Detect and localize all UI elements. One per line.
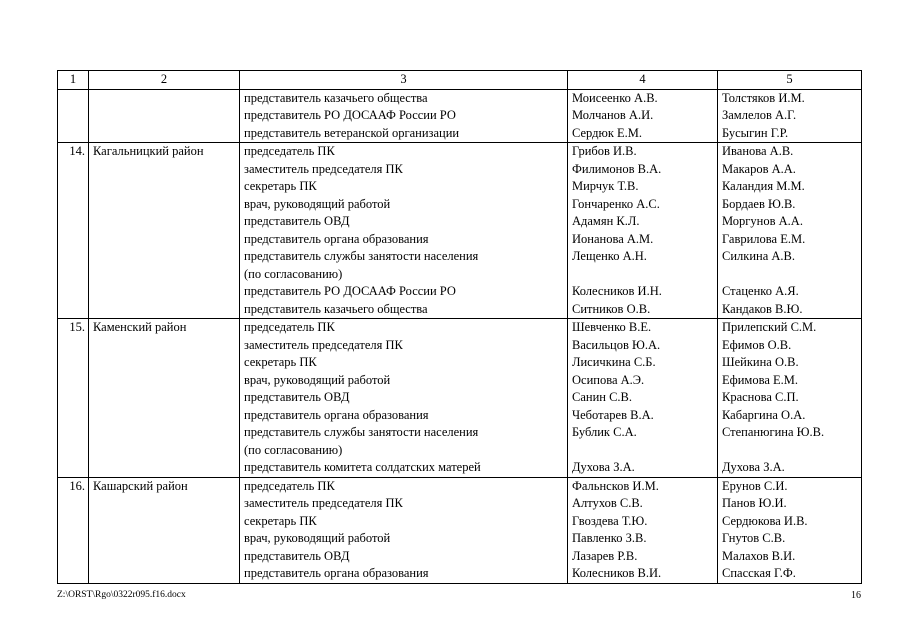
roles-cell: [240, 89, 568, 143]
header-col-3: 3: [240, 71, 568, 90]
member-name: [572, 442, 713, 460]
header-col-1: 1: [58, 71, 89, 90]
role-line: заместитель председателя ПК: [244, 496, 403, 510]
member-name: Бублик С.А.: [572, 425, 637, 439]
member-name: Сердюк Е.М.: [572, 125, 643, 140]
reserve-name: Моргунов А.А.: [722, 214, 803, 228]
district-name: Каменский район: [89, 319, 240, 478]
reserve-name: Бордаев Ю.В.: [722, 196, 796, 211]
member-name: Фальнсков И.М.: [572, 478, 659, 493]
member-name: Мирчук Т.В.: [572, 179, 639, 193]
reserve-name: Гаврилова Е.М.: [722, 231, 806, 246]
reserve-name: Кандаков В.Ю.: [722, 301, 803, 316]
reserves-cell: [718, 89, 862, 143]
role-line: представитель органа образования: [244, 566, 429, 580]
role-line: представитель РО ДОСААФ России РО: [244, 284, 456, 298]
roles-cell: [240, 143, 568, 319]
member-name: [572, 266, 713, 284]
reserve-name: Шейкина О.В.: [722, 355, 799, 369]
reserve-name: [722, 266, 857, 284]
role-line: представитель органа образования: [244, 231, 429, 246]
member-name: Санин С.В.: [572, 390, 633, 404]
reserve-name: Силкина А.В.: [722, 249, 796, 263]
member-name: Шевченко В.Е.: [572, 320, 652, 334]
role-line: председатель ПК: [244, 320, 335, 334]
role-line: врач, руководящий работой: [244, 196, 391, 211]
reserve-name: Бусыгин Г.Р.: [722, 125, 789, 140]
member-name: Чеботарев В.А.: [572, 407, 654, 422]
row-number: [58, 89, 89, 143]
roles-cell: [240, 319, 568, 478]
reserve-name: Панов Ю.И.: [722, 496, 787, 510]
reserve-name: Малахов В.И.: [722, 548, 796, 563]
reserves-cell: [718, 477, 862, 583]
reserve-name: Макаров А.А.: [722, 161, 796, 176]
role-line: представитель казачьего общества: [244, 90, 428, 105]
reserve-name: Прилепский С.М.: [722, 320, 817, 334]
table-row: [58, 143, 862, 319]
members-cell: [568, 143, 718, 319]
district-name: [89, 89, 240, 143]
role-line: представитель казачьего общества: [244, 301, 428, 316]
row-number: 16.: [58, 477, 89, 583]
header-col-4: 4: [568, 71, 718, 90]
reserve-name: Спасская Г.Ф.: [722, 566, 796, 580]
role-line: представитель ОВД: [244, 214, 350, 228]
member-name: Гончаренко А.С.: [572, 196, 660, 211]
header-col-5: 5: [718, 71, 862, 90]
member-name: Моисеенко А.В.: [572, 90, 658, 105]
members-cell: [568, 89, 718, 143]
commission-table: [57, 70, 862, 584]
role-line: врач, руководящий работой: [244, 372, 391, 387]
member-name: Лисичкина С.Б.: [572, 355, 656, 369]
role-line: представитель службы занятости населения: [244, 425, 479, 439]
reserve-name: [722, 442, 857, 460]
member-name: Духова З.А.: [572, 460, 635, 474]
district-name: Кашарский район: [89, 477, 240, 583]
reserve-name: Стаценко А.Я.: [722, 284, 799, 298]
role-line: заместитель председателя ПК: [244, 337, 403, 352]
reserve-name: Степанюгина Ю.В.: [722, 425, 825, 439]
reserve-name: Гнутов С.В.: [722, 531, 786, 545]
role-line: (по согласованию): [244, 266, 343, 281]
role-line: секретарь ПК: [244, 513, 317, 528]
member-name: Лазарев Р.В.: [572, 548, 638, 563]
member-name: Молчанов А.И.: [572, 108, 654, 122]
role-line: представитель ОВД: [244, 548, 350, 563]
reserve-name: Кабаргина О.А.: [722, 407, 806, 422]
reserve-name: Духова З.А.: [722, 460, 785, 474]
table-header-row: [58, 71, 862, 90]
reserve-name: Ерунов С.И.: [722, 478, 788, 493]
page-number: 16: [851, 590, 861, 601]
role-line: представитель комитета солдатских матерей: [244, 460, 481, 474]
role-line: представитель органа образования: [244, 407, 429, 422]
role-line: представитель ОВД: [244, 390, 350, 404]
member-name: Гвоздева Т.Ю.: [572, 513, 648, 528]
member-name: Ионанова А.М.: [572, 231, 654, 246]
role-line: (по согласованию): [244, 442, 343, 457]
table-body: [58, 89, 862, 583]
row-number: 14.: [58, 143, 89, 319]
member-name: Лещенко А.Н.: [572, 249, 647, 263]
member-name: Колесников И.Н.: [572, 284, 662, 298]
roles-cell: [240, 477, 568, 583]
role-line: врач, руководящий работой: [244, 531, 391, 545]
reserves-cell: [718, 143, 862, 319]
table-row: [58, 319, 862, 478]
reserve-name: Сердюкова И.В.: [722, 513, 808, 528]
member-name: Ситников О.В.: [572, 301, 651, 316]
reserve-name: Краснова С.П.: [722, 390, 799, 404]
district-name: Кагальницкий район: [89, 143, 240, 319]
member-name: Колесников В.И.: [572, 566, 662, 580]
role-line: секретарь ПК: [244, 179, 317, 193]
reserve-name: Иванова А.В.: [722, 144, 794, 158]
reserve-name: Ефимова Е.М.: [722, 372, 798, 387]
member-name: Васильцов Ю.А.: [572, 337, 661, 352]
reserve-name: Каландия М.М.: [722, 179, 805, 193]
member-name: Алтухов С.В.: [572, 496, 643, 510]
footer-file-path: Z:\ORST\Rgo\0322r095.f16.docx: [57, 590, 186, 600]
role-line: представитель службы занятости населения: [244, 249, 479, 263]
role-line: представитель РО ДОСААФ России РО: [244, 108, 456, 122]
role-line: председатель ПК: [244, 478, 335, 493]
row-number: 15.: [58, 319, 89, 478]
member-name: Адамян К.Л.: [572, 214, 640, 228]
reserve-name: Ефимов О.В.: [722, 337, 792, 352]
role-line: заместитель председателя ПК: [244, 161, 403, 176]
member-name: Павленко З.В.: [572, 531, 647, 545]
member-name: Осипова А.Э.: [572, 372, 645, 387]
role-line: представитель ветеранской организации: [244, 125, 460, 140]
table-row: [58, 477, 862, 583]
reserve-name: Толстяков И.М.: [722, 90, 805, 105]
role-line: председатель ПК: [244, 144, 335, 158]
role-line: секретарь ПК: [244, 355, 317, 369]
header-col-2: 2: [89, 71, 240, 90]
reserves-cell: [718, 319, 862, 478]
reserve-name: Замлелов А.Г.: [722, 108, 797, 122]
member-name: Грибов И.В.: [572, 144, 637, 158]
members-cell: [568, 477, 718, 583]
members-cell: [568, 319, 718, 478]
member-name: Филимонов В.А.: [572, 161, 662, 176]
table-row: [58, 89, 862, 143]
